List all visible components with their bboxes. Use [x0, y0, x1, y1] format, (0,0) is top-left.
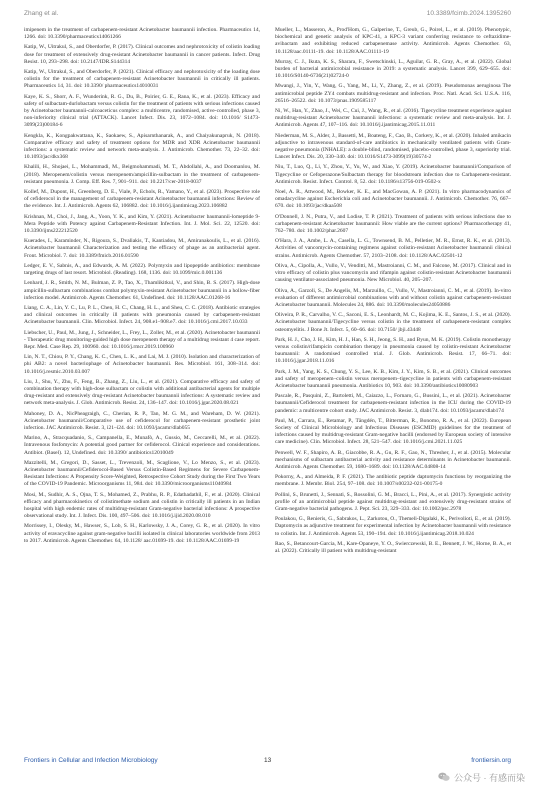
reference-entry: Niu, T., Luo, Q., Li, Y., Zhou, Y., Yu, W., and Xiao, Y. (2019). Acinetobacter baumannii/Comparison of Tigecycline or Cefoperazone/Sulbactam therapy for bloodstream infection due to Carbapenem-resistant. Antimicrob. Resist. Infect. Control. 8, 52. doi: 10.1186/s13756-019-0502-x [275, 164, 511, 185]
reference-entry: imipenem in the treatment of carbapenem-resistant Acinetobacter baumannii infection. Pharmaceutics 14, 1266. doi: 10.3390/pharmaceutics14061266 [24, 27, 260, 41]
reference-entry: Pokorny, A., and Almeida, P. F. (2021). The antibiotic peptide daptomycin functions by reorganizing the membrane. J. Membr. Biol. 254, 97–108. doi: 10.1007/s00232-021-00175-0 [275, 474, 511, 488]
reference-entry: Lin, N. T., Chiou, P. Y., Chang, K. C., Chen, L. K., and Lai, M. J. (2010). Isolation and characterization of phi AB2: a novel bacteriophage of Acinetobacter baumannii. Res. Microbiol. 161, 308–314. doi: 10.1016/j.resmic.2010.03.007 [24, 354, 260, 375]
watermark-text: 公众号 · 有感而染 [454, 772, 525, 783]
reference-entry: Rao, S., Betancourt-Garcia, M., Kare-Opaneye, Y. O., Swierczewski, B. E., Bennett, J. W., Horne, B. A., et al. (2022). Critically ill patient with multidrug-resistant [275, 540, 511, 554]
reference-entry: Pollini, S., Brunetti, J., Sennati, S., Rossolini, G. M., Bracci, L., Pini, A., et al. (2017). Synergistic activity profile of an antimicrobial peptide against multidrug-resistant and extensively drug-resistant strains of Gram-negative bacterial pathogens. J. Pept. Sci. 23, 329–333. doi: 10.1002/psc.2978 [275, 491, 511, 512]
wechat-icon [438, 772, 450, 782]
footer-journal-name[interactable]: Frontiers in Cellular and Infection Microbiology [24, 757, 158, 764]
reference-entry: Penwell, W. F., Shapiro, A. B., Giacobbe, R. A., Gu, R. F., Gao, N., Thresher, J., et al. (2015). Molecular mechanisms of sulbactam antibacterial activity and resistance determinants in Acinetobacter baumannii. Antimicrob. Agents Chemother. 59, 1680–1689. doi: 10.1128/AAC.04808-14 [275, 449, 511, 470]
footer-site-link[interactable]: frontiersin.org [471, 757, 511, 764]
reference-columns [24, 27, 511, 747]
reference-entry: Ni, W., Han, Y., Zhao, J., Wei, C., Cui, J., Wang, R., et al. (2016). Tigecycline treatment experience against multidrug-resistant Acinetobacter baumannii infections: a systematic review and meta-analysis. Int. J. Antimicrob. Agents 47, 107–116. doi: 10.1016/j.ijantimicag.2015.11.011 [275, 108, 511, 129]
reference-column-left [24, 27, 260, 747]
reference-column-right [275, 27, 511, 747]
reference-entry: Park, H. J., Cho, J. H., Kim, H. J., Han, S. H., Jeong, S. H., and Byun, M. K. (2019). Colistin monotherapy versus colistin/rifampicin combination therapy in pneumonia caused by colistin-resistant Acinetobacter baumannii: A randomised controlled trial. J. Glob. Antimicrob. Resist. 17, 66–71. doi: 10.1016/j.jgar.2018.11.016 [275, 336, 511, 365]
reference-entry: Kengkla, K., Kongpakwattana, K., Saokaew, S., Apisarnthanarak, A., and Chaiyakunapruk, N. (2018). Comparative efficacy and safety of treatment options for MDR and XDR Acinetobacter baumannii infections: a systematic review and network meta-analysis. J. Antimicrob. Chemother. 73, 22–32. doi: 10.1093/jac/dkx368 [24, 132, 260, 161]
reference-entry: Liebscher, U., Paul, M., Jung, J., Schneider, L., Frey, L., Zoller, M., et al. (2020). Acinetobacter baumannii - Therapeutic drug monitoring-guided high dose meropenem therapy of a multidrug resistant 4 case report. Repr. Med. Case Rep. 29, 100960. doi: 10.1016/j.rmcr.2019.100960 [24, 329, 260, 350]
reference-entry: Kuerades, I., Karaminder, N., Rigoura, S., Dvaliakis, T., Kantiadou, M., Amiranakoulis, L., et al. (2016). Acinetobacter baumannii Characterization and testing the efficacy of phage as an antibacterial agent. Front. Microbiol. 7. doi: 10.3389/fmicb.2016.01590 [24, 238, 260, 259]
reference-entry: Katip, W., Uitrakul, S., and Oberdorfer, P. (2021). Clinical efficacy and nephrotoxicity of the loading dose colistin for the treatment of carbapenem-resistant Acinetobacter baumannii in critically ill patients. Pharmaceutics 14, 31. doi: 10.3390/ pharmaceutics14010031 [24, 69, 260, 90]
reference-entry: Lenhard, J. R., Smith, N. M., Bulman, Z. P., Tao, X., Thamlikitkul, V., and Shin, B. S. (2017). High-dose ampicillin-sulbactam combinations combat polymyxin-resistant Acinetobacter baumannii in a hollow-fiber infection model. Antimicrob. Agents Chemother. 61, Undefined. doi: 10.1128/AAC.01268-16 [24, 280, 260, 301]
reference-entry: Mahoney, D. A., NicPheagraigh, C., Cherian, R. P., Tan, M. G. M., and Wareham, D. W. (2021). Acinetobacter baumannii/Comparative use of cefiderocol for carbapenem-resistant prosthetic joint infection. JAC Antimicrob. Resist. 3, i21–i24. doi: 10.1093/jacamr/dlab055 [24, 410, 260, 431]
reference-entry: Mwangi, J., Yin, Y., Wang, G., Yang, M., Li, Y., Zhang, Z., et al. (2019). Pseudomonas aeruginosa The antimicrobial peptide ZY4 combats multidrug-resistant and infection. Proc. Natl. Acad. Sci. U.S.A. 116, 26516–26522. doi: 10.1073/pnas.1909585117 [275, 83, 511, 104]
reference-entry: Mueller, L., Masseron, A., Prod'Hom, G., Galperine, T., Greub, G., Poirel, L., et al. (2019). Phenotypic, biochemical and genetic analysis of KPC-41, a KPC-3 variant conferring resistance to ceftazidime-avibactam and exhibiting reduced carbapenemase activity. Antimicrob. Agents Chemother. 63, 10.1128/aac.01111-19. doi: 10.1128/AAC.01111-19 [275, 27, 511, 55]
running-head-authors: Zhang et al. [24, 10, 59, 17]
reference-entry: Krishnan, M., Choi, J., Jang, A., Yoon, Y. K., and Kim, Y. (2021). Acinetobacter baumannii-lomeptide 9-Mera Peptide with Potency against Carbapenem-Resistant Infection. Int. J. Mol. Sci. 22, 12520. doi: 10.3390/ijms222212520 [24, 213, 260, 235]
reference-entry: Marino, A., Stracquadanio, S., Campanella, E., Munafò, A., Gussio, M., Ceccarelli, M., et al. (2022). Intravenous fosfomycin: A potential good partner for cefiderocol. Clinical experience and considerations. Antibiot. (Basel). 12, Undefined. doi: 10.3390/ antibiotics12010049 [24, 435, 260, 456]
reference-entry: O'Donnell, J. N., Putra, V., and Lodise, T. P. (2021). Treatment of patients with serious infections due to carbapenem-resistant Acinetobacter baumannii: How viable are the current options? Pharmacotherapy 41, 762–780. doi: 10.1002/phar.2607 [275, 213, 511, 235]
reference-entry: Paul, M., Carrara, E., Retamar, P., Tängdén, T., Bitterman, R., Bonomo, R. A., et al. (2022). European Society of Clinical Microbiology and Infectious Diseases (ESCMID) guidelines for the treatment of infections caused by multidrug-resistant Gram-negative bacilli (endorsed by European society of intensive care medicine). Clin. Microbiol. Infect. 28, 521–547. doi: 10.1016/j.cmi.2021.11.025 [275, 417, 511, 446]
page-footer [24, 757, 511, 769]
reference-entry: Oliva, A., Garzoli, S., De Angelis, M., Marzuillo, C., Vullo, V., Mastroianni, C. M., et al. (2019). In-vitro evaluation of different antimicrobial combinations with and without colistin against carbapenem-resistant Acinetobacter baumannii. Molecules 24, 886. doi: 10.3390/molecules24050886 [275, 287, 511, 308]
reference-entry: Pascale, R., Pasquini, Z., Bartoletti, M., Caiazzo, L., Fornaro, G., Bussini, L., et al. (2021). Acinetobacter baumannii/Cefiderocol treatment for carbapenem-resistant infection in the ICU during the COVID-19 pandemic: a multicentre cohort study. JAC Antimicrob. Resist. 3, dlab174. doi: 10.1093/jacamr/dlab174 [275, 393, 511, 414]
reference-entry: Katip, W., Uitrakul, S., and Oberdorfer, P. (2017). Clinical outcomes and nephrotoxicity of colistin loading dose for treatment of extensively drug-resistant Acinetobacter baumannii in cancer patients. Infect. Drug Resist. 10, 293–298. doi: 10.2147/IDR.S144314 [24, 44, 260, 65]
reference-entry: Khalili, H., Shojaei, L., Mohammadi, M., Beigmohammadi, M. T., Abdollahi, A., and Doomanlou, M. (2018). Meropenem/colistin versus meropenem/ampicillin-sulbactam in the treatment of carbapenem-resistant pneumonia. J. Comp. Eff. Res. 7, 901–911. doi: 10.2217/cer-2018-0037 [24, 164, 260, 185]
page-number: 13 [264, 757, 272, 764]
reference-entry: Liu, J., Shu, Y., Zhu, F., Feng, B., Zhang, Z., Liu, L., et al. (2021). Comparative efficacy and safety of combination therapy with high-dose sulbactam or colistin with additional antibacterial agents for multiple drug-resistant and extensively drug-resistant Acinetobacter baumannii infections: A systematic review and network meta-analysis. J. Glob. Antimicrob. Resist. 24, 136–147. doi: 10.1016/j.jgar.2020.08.021 [24, 378, 260, 407]
reference-entry: Mosi, M., Sudhir, A. S., Ojna, T. S., Mohamed, Z., Prabhu, R. P., Edathadathil, F., et al. (2020). Clinical efficacy and pharmacokinetics of colistimethate sodium and colistin in critically ill patients in an Indian hospital with high endemic rates of multidrug-resistant Gram-negative bacterial infections: A prospective observational study. Int. J. Infect. Dis. 100, 497–506. doi: 10.1016/j.ijid.2020.08.010 [24, 491, 260, 520]
reference-entry: Park, J. M., Yang, K. S., Chung, Y. S., Lee, K. B., Kim, J. Y., Kim, S. B., et al. (2021). Clinical outcomes and safety of meropenem–colistin versus meropenem–tigecycline in patients with carbapenem-resistant Acinetobacter baumannii pneumonia. Antibiotics 10, 903. doi: 10.3390/antibiotics10080903 [275, 368, 511, 389]
reference-entry: Mazzitelli, M., Gregori, D., Sasset, L., Trevenzoli, M., Scaglione, V., Lo Menzo, S., et al. (2023). Acinetobacter baumannii/Cefiderocol-Based Versus Colistin-Based Regimens for Severe Carbapenem-Resistant Infections: A Propensity Score-Weighted, Retrospective Cohort Study during the First Two Years of the COVID-19 Pandemic. Microorganisms 11, 984. doi: 10.3390/microorganisms11040984 [24, 459, 260, 488]
reference-entry: Oliva, A., Cipolla, A., Vullo, V., Venditti, M., Mastroianni, C. M., and Falcone, M. (2017). Clinical and in vitro efficacy of colistin plus vancomycin and rifampin against colistin-resistant Acinetobacter baumannii causing ventilator-associated pneumonia. New Microbiol. 40, 205–207. [275, 262, 511, 284]
page-header [24, 10, 511, 20]
running-head-doi[interactable]: 10.3389/fcimb.2024.1395260 [426, 10, 511, 17]
reference-entry: Liang, C. A., Lin, Y. C., Lu, P. L., Chen, H. C., Chang, H. L., and Sheu, C. C. (2018). Antibiotic strategies and clinical outcomes in critically ill patients with pneumonia caused by carbapenem-resistant Acinetobacter baumannii. Clin. Microbiol. Infect. 24, 908.e1–908.e7. doi: 10.1016/j.cmi.2017.10.033 [24, 304, 260, 326]
reference-entry: Niederman, M. S., Alder, J., Bassetti, M., Boateng, F., Cao, B., Corkery, K., et al. (2020). Inhaled amikacin adjunctive to intravenous standard-of-care antibiotics in mechanically ventilated patients with Gram-negative pneumonia (INHALE): a double-blind, randomised, placebo-controlled, phase 3, superiority trial. Lancet Infect. Dis. 20, 330–340. doi: 10.1016/S1473-3099(19)30574-2 [275, 132, 511, 161]
reference-entry: Poulakou, G., Renieris, G., Sabrakos, L., Zarkotou, O., Themeli-Digalaki, K., Perivolioti, E., et al. (2019). Daptomycin as adjunctive treatment for experimental infection by Acinetobacter baumannii with resistance to colistin. Int. J. Antimicrob. Agents 53, 190–194. doi: 10.1016/j.ijantimicag.2018.10.024 [275, 516, 511, 537]
reference-entry: Morrissey, I., Olesky, M., Hawser, S., Lob, S. H., Karlowsky, J. A., Corey, G. R., et al. (2020). In vitro activity of eravacycline against gram-negative bacilli isolated in clinical laboratories worldwide from 2013 to 2017. Antimicrob. Agents Chemother. 64, 10.1128/ aac.01699-19. doi: 10.1128/AAC.01699-19 [24, 523, 260, 544]
watermark [438, 770, 525, 784]
reference-entry: Oliveira, P. R., Carvalho, V. C., Saconi, E. S., Leonhardt, M. C., Kojima, K. E., Santos, J. S., et al. (2020). Acinetobacter baumannii/Tigecycline versus colistin in the treatment of carbapenem-resistant complex osteomyelitis. J Bone Jt. Infect. 5, 60–66. doi: 10.7150/ jbji.43448 [275, 312, 511, 333]
reference-entry: Ledger, E. V., Sabnis, A., and Edwards, A. M. (2022). Polymyxin and lipopeptide antibiotics: membrane targeting drugs of last resort. Microbiol. (Reading). 168, 1136. doi: 10.1099/mic.0.001136 [24, 262, 260, 277]
reference-entry: O'Hara, J. A., Ambe, L. A., Casella, L. G., Townsend, B. M., Pelletier, M. R., Ernst, R. K., et al. (2013). Activities of vancomycin-containing regimens against colistin-resistant Acinetobacter baumannii clinical strains. Antimicrob. Agents Chemother. 57, 2103–2108. doi: 10.1128/AAC.02501-12 [275, 238, 511, 259]
reference-entry: Noel, A. R., Attwood, M., Bowker, K. E., and MacGowan, A. P. (2021). In vitro pharmacodynamics of omadacycline against Escherichia coli and Acinetobacter baumannii. J. Antimicrob. Chemother. 76, 667–670. doi: 10.1093/jac/dkaa508 [275, 189, 511, 210]
reference-entry: Kaye, K. S., Shorr, A. F., Wunderink, R. G., Du, B., Poirier, G. E., Rana, K., et al. (2023). Efficacy and safety of sulbactam-durlobactam versus colistin for the treatment of patients with serious infections caused by Acinetobacter baumannii-calcoaceticus complex: a multicentre, randomised, active-controlled, phase 3, non-inferiority clinical trial (ATTACK). Lancet Infect. Dis. 23, 1072–1084. doi: 10.1016/ S1473-3099(23)00184-6 [24, 93, 260, 129]
reference-entry: Kollef, M., Dupont, H., Greenberg, D. E., Viale, P., Echols, R., Yamano, Y., et al. (2023). Prospective role of cefiderocol in the management of carbapenem-resistant Acinetobacter baumannii infections: Review of the evidence. Int. J. Antimicrob. Agents 62, 106882. doi: 10.1016/j.ijantimicag.2023.106882 [24, 189, 260, 210]
reference-entry: Murray, C. J., Ikuta, K. S., Sharara, F., Swetschinski, L., Aguilar, G. R., Gray, A., et al. (2022). Global burden of bacterial antimicrobial resistance in 2019: a systematic analysis. Lancet 399, 629–655. doi: 10.1016/S0140-6736(21)02724-0 [275, 58, 511, 80]
